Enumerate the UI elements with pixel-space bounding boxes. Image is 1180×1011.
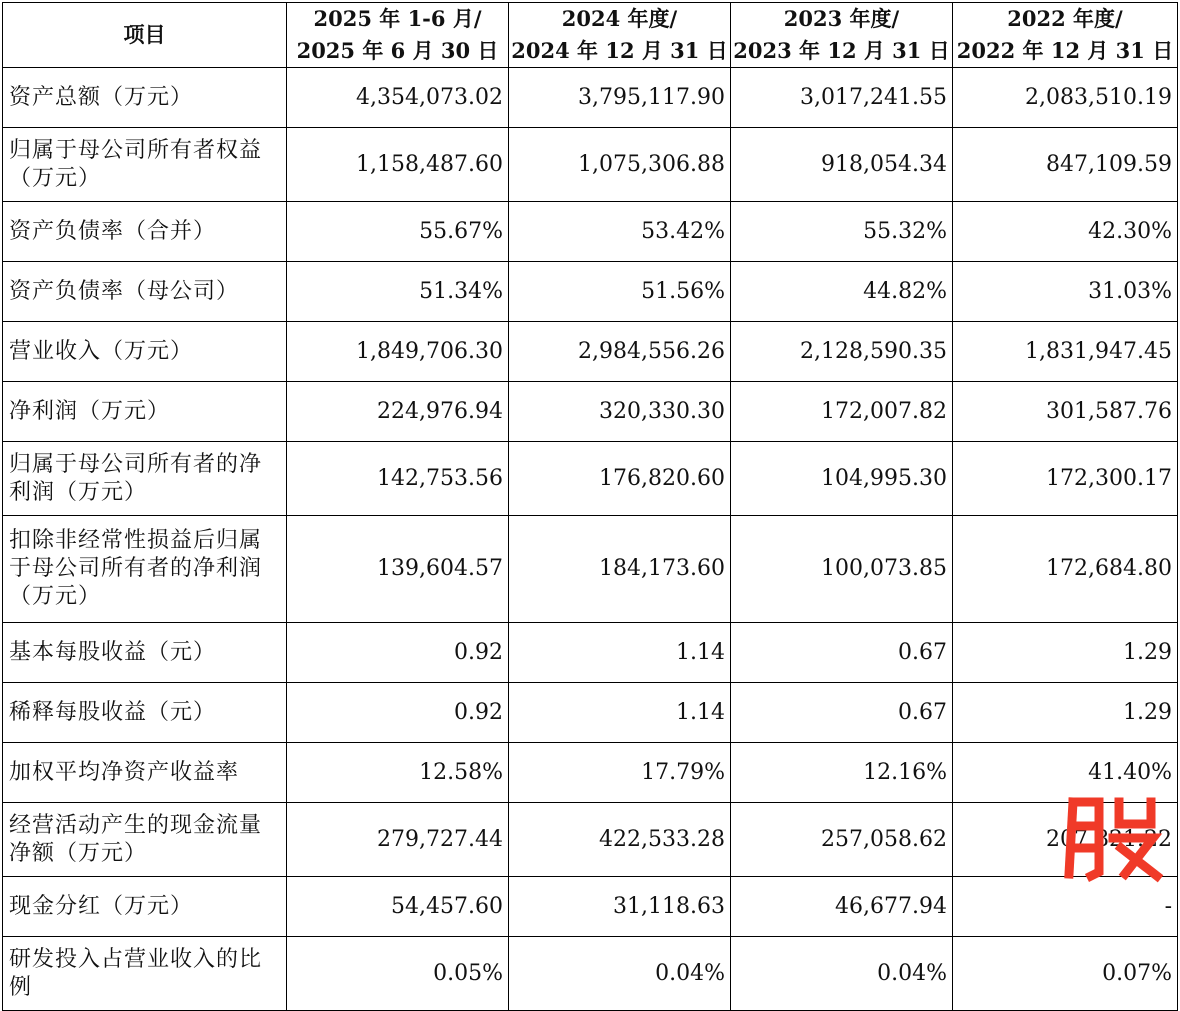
value-cell: 41.40% — [953, 743, 1178, 803]
financial-indicators-table — [2, 2, 1178, 1011]
value-cell: 847,109.59 — [953, 128, 1178, 202]
value-cell: 0.05% — [287, 937, 509, 1011]
header-period-2023 — [731, 3, 953, 68]
header-row — [3, 3, 1178, 68]
header-period-line2: 2022 年 12 月 31 日 — [956, 38, 1174, 63]
value-cell: 4,354,073.02 — [287, 68, 509, 128]
header-item: 项目 — [3, 3, 287, 68]
value-cell: 100,073.85 — [731, 516, 953, 623]
table-row — [3, 322, 1178, 382]
value-cell: 207,821.22 — [953, 803, 1178, 877]
row-label: 扣除非经常性损益后归属于母公司所有者的净利润（万元） — [3, 516, 287, 623]
row-label: 基本每股收益（元） — [3, 623, 287, 683]
table-row — [3, 442, 1178, 516]
row-label: 现金分红（万元） — [3, 877, 287, 937]
header-period-line1: 2023 年度/ — [783, 6, 900, 31]
value-cell: 224,976.94 — [287, 382, 509, 442]
header-period-line1: 2022 年度/ — [1007, 6, 1123, 31]
row-label: 资产总额（万元） — [3, 68, 287, 128]
value-cell: 257,058.62 — [731, 803, 953, 877]
value-cell: 0.92 — [287, 623, 509, 683]
table-row — [3, 382, 1178, 442]
value-cell: 422,533.28 — [509, 803, 731, 877]
value-cell: 172,684.80 — [953, 516, 1178, 623]
row-label: 研发投入占营业收入的比例 — [3, 937, 287, 1011]
value-cell: 0.67 — [731, 683, 953, 743]
value-cell: 184,173.60 — [509, 516, 731, 623]
header-period-line2: 2023 年 12 月 31 日 — [733, 38, 950, 63]
value-cell: 279,727.44 — [287, 803, 509, 877]
value-cell: 31,118.63 — [509, 877, 731, 937]
row-label: 净利润（万元） — [3, 382, 287, 442]
value-cell: 1,158,487.60 — [287, 128, 509, 202]
row-label: 加权平均净资产收益率 — [3, 743, 287, 803]
value-cell: 42.30% — [953, 202, 1178, 262]
row-label: 稀释每股收益（元） — [3, 683, 287, 743]
value-cell: 2,083,510.19 — [953, 68, 1178, 128]
header-period-line1: 2025 年 1-6 月/ — [313, 6, 482, 31]
value-cell: 176,820.60 — [509, 442, 731, 516]
row-label: 归属于母公司所有者权益（万元） — [3, 128, 287, 202]
value-cell: 139,604.57 — [287, 516, 509, 623]
value-cell: 1.29 — [953, 683, 1178, 743]
table-row — [3, 623, 1178, 683]
header-period-line1: 2024 年度/ — [561, 6, 678, 31]
value-cell: 2,984,556.26 — [509, 322, 731, 382]
value-cell: 1,831,947.45 — [953, 322, 1178, 382]
value-cell: 12.58% — [287, 743, 509, 803]
table-row — [3, 68, 1178, 128]
value-cell: 0.04% — [509, 937, 731, 1011]
header-period-line2: 2025 年 6 月 30 日 — [296, 38, 499, 63]
value-cell: 1,075,306.88 — [509, 128, 731, 202]
value-cell: 1.14 — [509, 683, 731, 743]
value-cell: 918,054.34 — [731, 128, 953, 202]
value-cell: 301,587.76 — [953, 382, 1178, 442]
header-period-2024 — [509, 3, 731, 68]
value-cell: 0.07% — [953, 937, 1178, 1011]
value-cell: 1.29 — [953, 623, 1178, 683]
row-label: 经营活动产生的现金流量净额（万元） — [3, 803, 287, 877]
value-cell: 46,677.94 — [731, 877, 953, 937]
value-cell: 54,457.60 — [287, 877, 509, 937]
value-cell: 17.79% — [509, 743, 731, 803]
table-row — [3, 516, 1178, 623]
value-cell: 31.03% — [953, 262, 1178, 322]
value-cell: 104,995.30 — [731, 442, 953, 516]
value-cell: 0.67 — [731, 623, 953, 683]
value-cell: 0.04% — [731, 937, 953, 1011]
table-row — [3, 683, 1178, 743]
value-cell: 3,017,241.55 — [731, 68, 953, 128]
value-cell: 12.16% — [731, 743, 953, 803]
value-cell: 1.14 — [509, 623, 731, 683]
table-row — [3, 937, 1178, 1011]
header-period-2025h1 — [287, 3, 509, 68]
value-cell: 172,300.17 — [953, 442, 1178, 516]
value-cell: - — [953, 877, 1178, 937]
value-cell: 320,330.30 — [509, 382, 731, 442]
value-cell: 2,128,590.35 — [731, 322, 953, 382]
value-cell: 44.82% — [731, 262, 953, 322]
value-cell: 1,849,706.30 — [287, 322, 509, 382]
value-cell: 55.32% — [731, 202, 953, 262]
header-period-2022 — [953, 3, 1178, 68]
value-cell: 51.56% — [509, 262, 731, 322]
row-label: 资产负债率（母公司） — [3, 262, 287, 322]
value-cell: 142,753.56 — [287, 442, 509, 516]
header-period-line2: 2024 年 12 月 31 日 — [511, 38, 728, 63]
value-cell: 55.67% — [287, 202, 509, 262]
value-cell: 51.34% — [287, 262, 509, 322]
value-cell: 3,795,117.90 — [509, 68, 731, 128]
value-cell: 0.92 — [287, 683, 509, 743]
value-cell: 172,007.82 — [731, 382, 953, 442]
row-label: 资产负债率（合并） — [3, 202, 287, 262]
row-label: 营业收入（万元） — [3, 322, 287, 382]
table-row — [3, 743, 1178, 803]
table-row — [3, 877, 1178, 937]
table-row — [3, 128, 1178, 202]
table-row — [3, 803, 1178, 877]
row-label: 归属于母公司所有者的净利润（万元） — [3, 442, 287, 516]
table-row — [3, 262, 1178, 322]
financial-indicators-table-container — [2, 2, 1177, 1000]
table-row — [3, 202, 1178, 262]
value-cell: 53.42% — [509, 202, 731, 262]
